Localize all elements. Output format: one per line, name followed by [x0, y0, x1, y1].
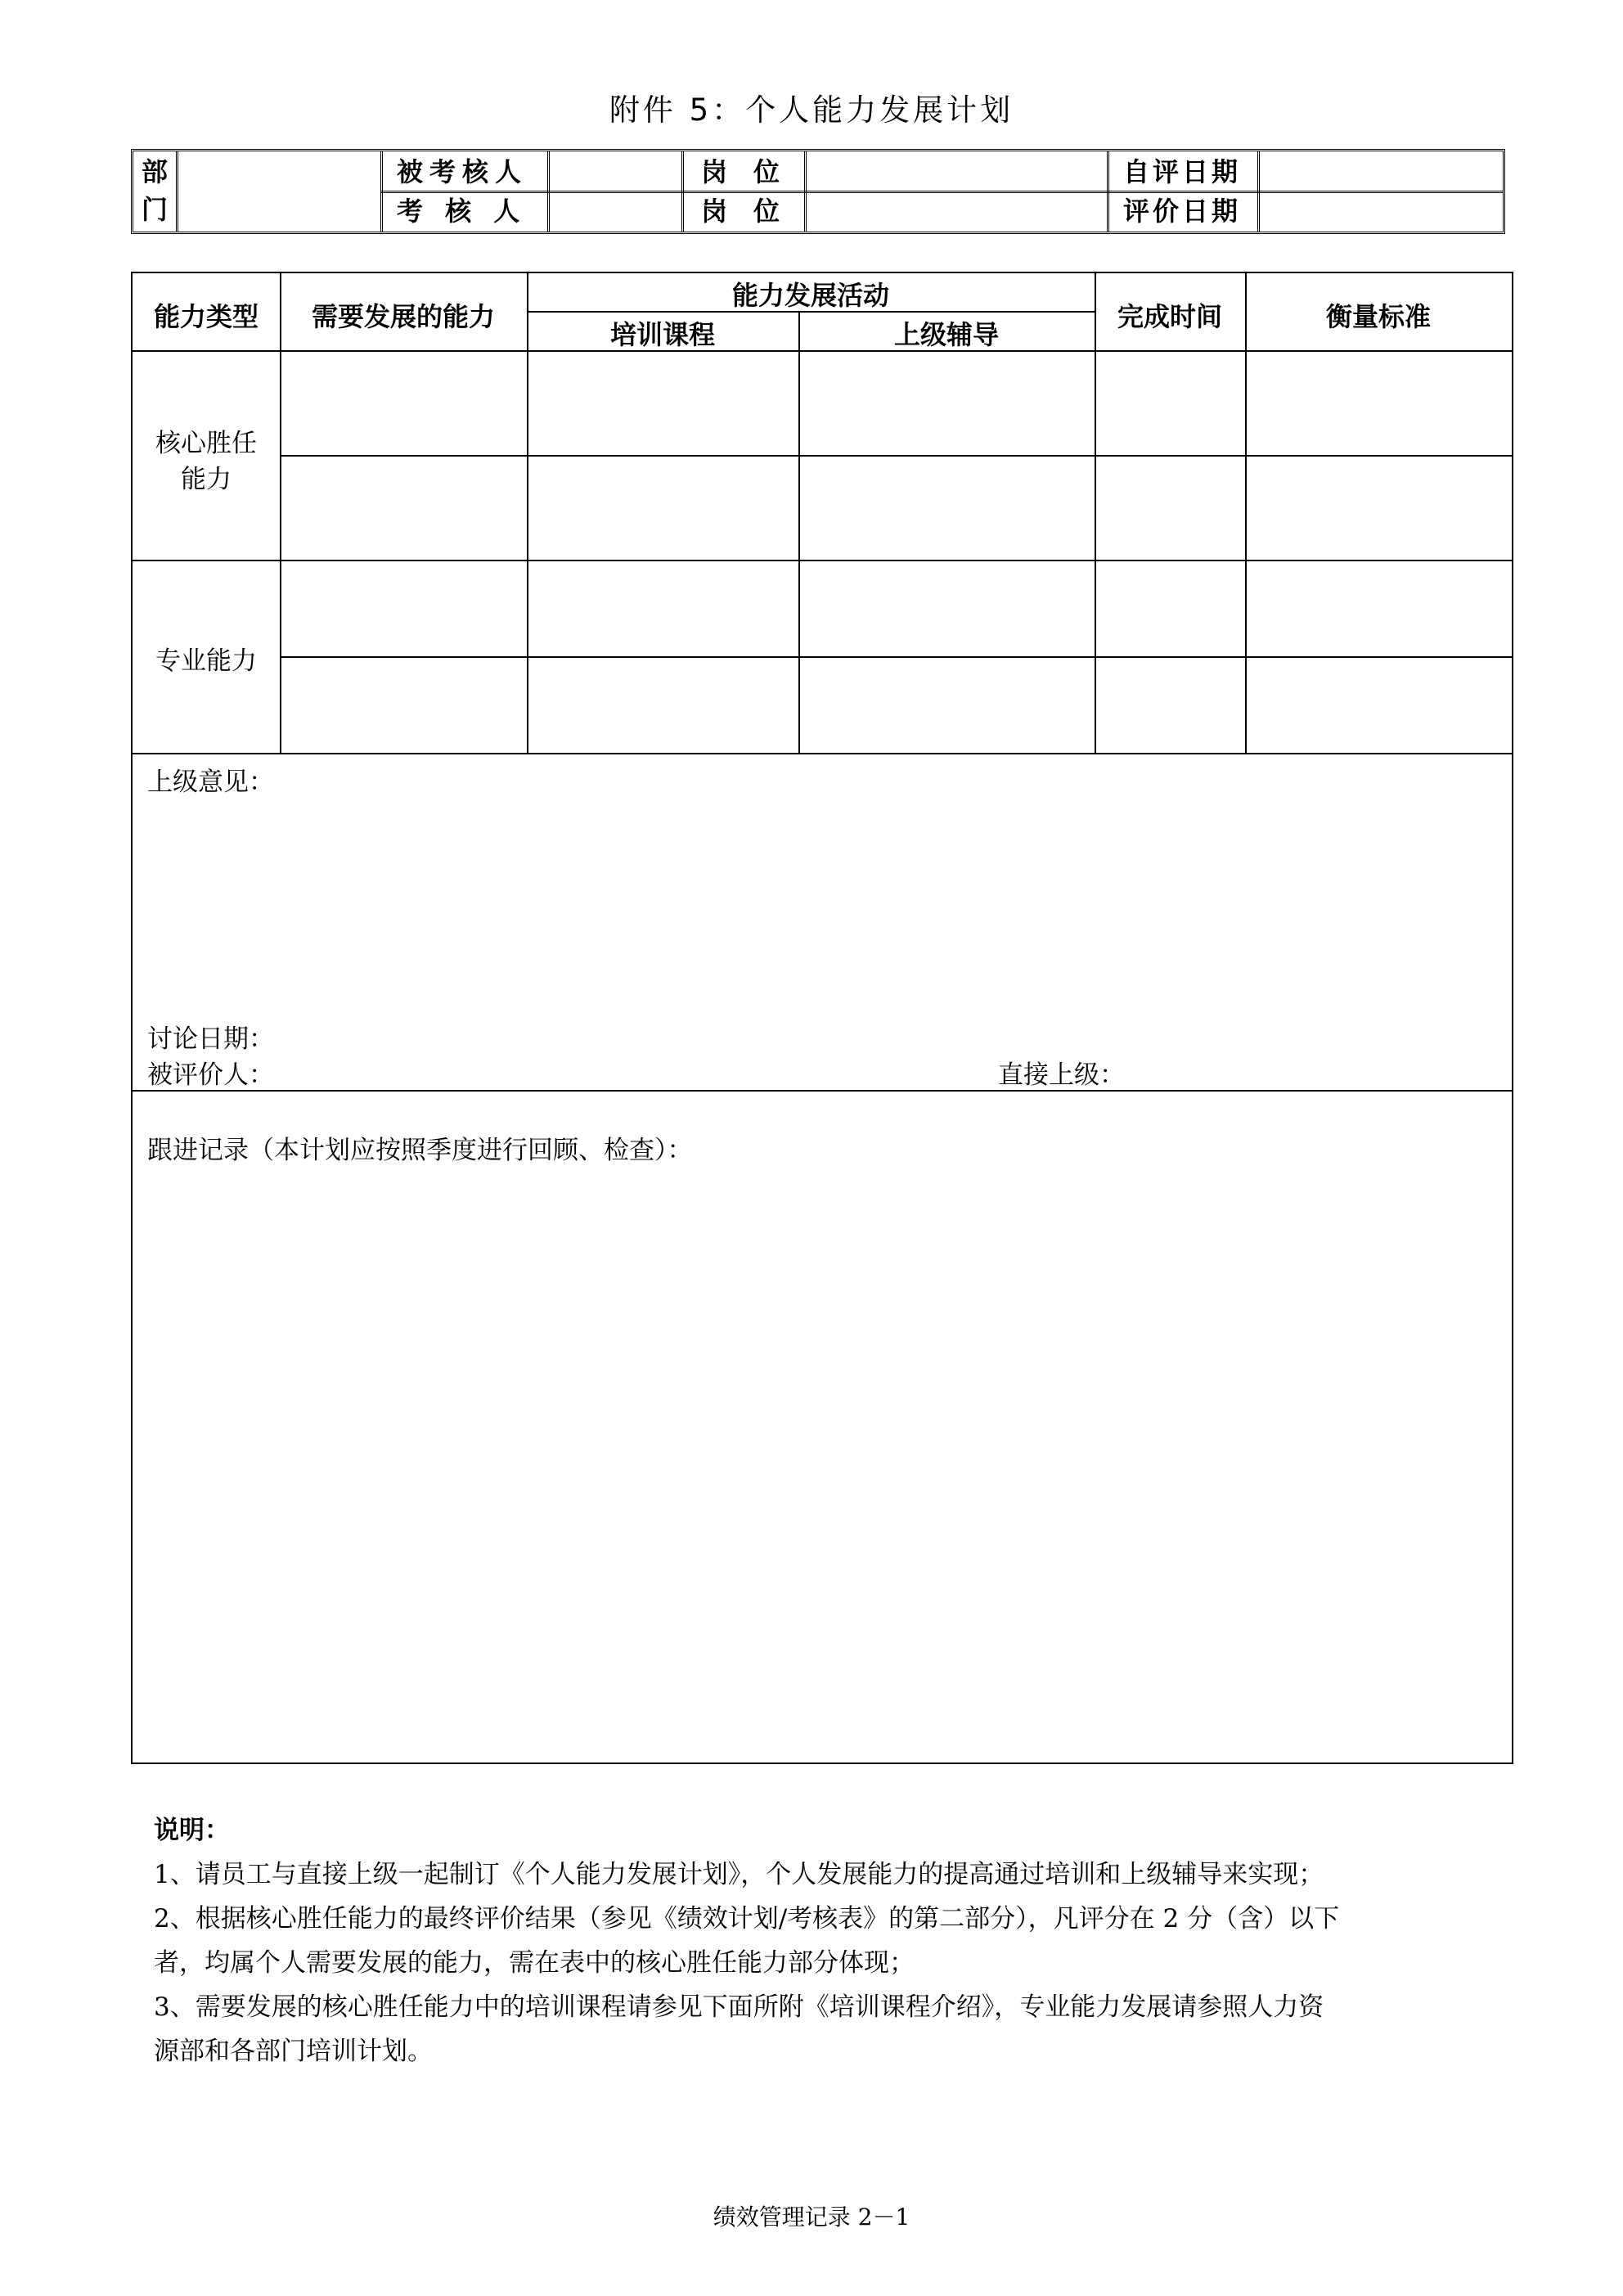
row-core-label-2: 能力 — [181, 465, 232, 494]
appraisee-label: 被考核人 — [397, 156, 528, 187]
note-line: 3、需要发展的核心胜任能力中的培训课程请参见下面所附《培训课程介绍》，专业能力发展请参照人力资 — [154, 1992, 1324, 2022]
post-label-2: 岗 位 — [701, 196, 780, 227]
post-label-1: 岗 位 — [701, 156, 780, 187]
note-line: 源部和各部门培训计划。 — [154, 2037, 433, 2066]
discussion-date-label: 讨论日期： — [147, 1024, 274, 1054]
col-type: 能力类型 — [153, 301, 259, 332]
row-professional-label: 专业能力 — [155, 646, 257, 676]
page-footer: 绩效管理记录 2－1 — [713, 2204, 910, 2231]
development-plan-table — [131, 272, 1513, 1764]
col-time: 完成时间 — [1117, 301, 1222, 332]
self-eval-date-label: 自评日期 — [1123, 156, 1242, 187]
appraiser-label: 考 核 人 — [397, 196, 527, 227]
col-ability: 需要发展的能力 — [311, 301, 495, 332]
notes-heading: 说明： — [154, 1816, 230, 1845]
note-line: 1、请员工与直接上级一起制订《个人能力发展计划》，个人发展能力的提高通过培训和上级辅导来实现； — [154, 1860, 1324, 1889]
dept-label-2: 门 — [142, 194, 169, 225]
eval-date-label: 评价日期 — [1123, 196, 1242, 227]
supervisor-sign-label: 直接上级： — [998, 1060, 1125, 1090]
col-activity: 能力发展活动 — [731, 280, 889, 311]
row-core-label-1: 核心胜任 — [155, 429, 257, 458]
appraisee-sign-label: 被评价人： — [147, 1060, 274, 1090]
col-coaching: 上级辅导 — [893, 319, 999, 350]
col-measure: 衡量标准 — [1325, 301, 1431, 332]
note-line: 者，均属个人需要发展的能力，需在表中的核心胜任能力部分体现； — [154, 1948, 915, 1978]
header-info-table — [131, 149, 1505, 234]
col-training: 培训课程 — [609, 319, 715, 350]
followup-label: 跟进记录（本计划应按照季度进行回顾、检查）： — [147, 1136, 693, 1165]
dept-label: 部 — [142, 156, 169, 187]
supervisor-opinion-label: 上级意见： — [147, 768, 274, 797]
note-line: 2、根据核心胜任能力的最终评价结果（参见《绩效计划/考核表》的第二部分），凡评分在 2 分（含）以下 — [154, 1904, 1340, 1934]
page-title: 附件 5：个人能力发展计划 — [609, 92, 1014, 128]
